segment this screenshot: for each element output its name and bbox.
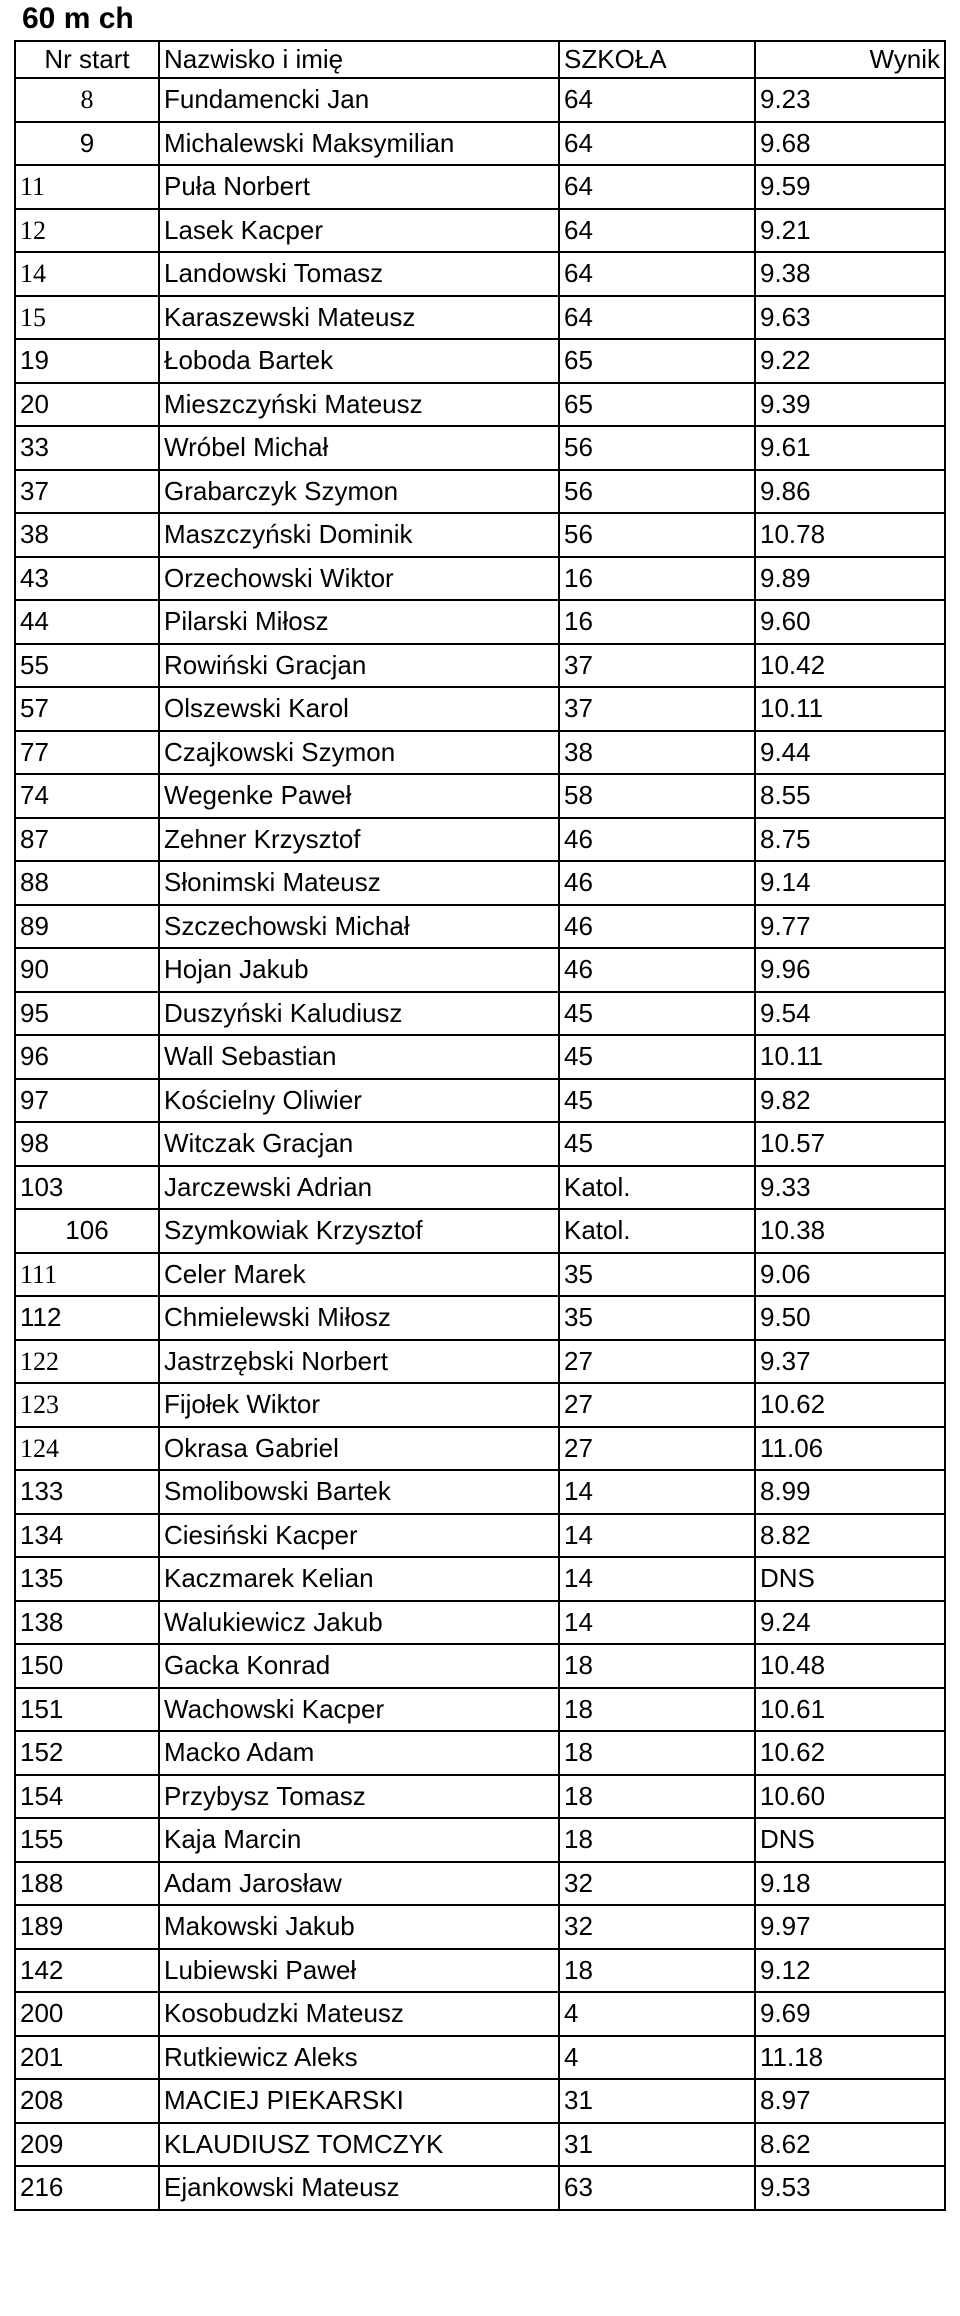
name-cell: Michalewski Maksymilian [159, 122, 559, 166]
result-cell: 9.59 [755, 165, 945, 209]
nr-cell: 188 [15, 1862, 159, 1906]
nr-cell: 19 [15, 339, 159, 383]
school-cell: 31 [559, 2079, 755, 2123]
result-cell: 9.37 [755, 1340, 945, 1384]
name-cell: Okrasa Gabriel [159, 1427, 559, 1471]
table-row [15, 2166, 945, 2210]
school-cell: 45 [559, 1035, 755, 1079]
nr-cell: 134 [15, 1514, 159, 1558]
name-cell: Hojan Jakub [159, 948, 559, 992]
table-row [15, 992, 945, 1036]
school-cell: 14 [559, 1557, 755, 1601]
nr-cell: 138 [15, 1601, 159, 1645]
school-cell: 35 [559, 1296, 755, 1340]
table-row [15, 600, 945, 644]
result-cell: 10.78 [755, 513, 945, 557]
school-cell: 63 [559, 2166, 755, 2210]
school-cell: 27 [559, 1340, 755, 1384]
table-row [15, 513, 945, 557]
nr-cell: 43 [15, 557, 159, 601]
name-cell: Puła Norbert [159, 165, 559, 209]
page-title: 60 m ch [22, 2, 134, 35]
name-cell: Karaszewski Mateusz [159, 296, 559, 340]
result-cell: 10.61 [755, 1688, 945, 1732]
name-cell: Rutkiewicz Aleks [159, 2036, 559, 2080]
school-cell: Katol. [559, 1166, 755, 1210]
name-cell: Lasek Kacper [159, 209, 559, 253]
table-row [15, 383, 945, 427]
nr-cell: 11 [15, 165, 159, 209]
table-row [15, 165, 945, 209]
result-cell: 9.23 [755, 78, 945, 122]
table-row [15, 78, 945, 122]
nr-cell: 77 [15, 731, 159, 775]
nr-cell: 155 [15, 1818, 159, 1862]
header-result: Wynik [755, 41, 945, 78]
school-cell: 32 [559, 1905, 755, 1949]
table-row [15, 1253, 945, 1297]
school-cell: 64 [559, 78, 755, 122]
name-cell: Ciesiński Kacper [159, 1514, 559, 1558]
result-cell: 10.38 [755, 1209, 945, 1253]
school-cell: 31 [559, 2123, 755, 2167]
school-cell: 46 [559, 818, 755, 862]
school-cell: 65 [559, 339, 755, 383]
name-cell: Zehner Krzysztof [159, 818, 559, 862]
nr-cell: 57 [15, 687, 159, 731]
nr-cell: 133 [15, 1470, 159, 1514]
name-cell: Jarczewski Adrian [159, 1166, 559, 1210]
name-cell: Wachowski Kacper [159, 1688, 559, 1732]
name-cell: Kosobudzki Mateusz [159, 1992, 559, 2036]
name-cell: KLAUDIUSZ TOMCZYK [159, 2123, 559, 2167]
nr-cell: 15 [15, 296, 159, 340]
nr-cell: 208 [15, 2079, 159, 2123]
nr-cell: 124 [15, 1427, 159, 1471]
result-cell: 8.55 [755, 774, 945, 818]
header-nr: Nr start [15, 41, 159, 78]
table-row [15, 1688, 945, 1732]
nr-cell: 103 [15, 1166, 159, 1210]
table-row [15, 1644, 945, 1688]
name-cell: Wróbel Michał [159, 426, 559, 470]
school-cell: 18 [559, 1775, 755, 1819]
name-cell: Łoboda Bartek [159, 339, 559, 383]
table-row [15, 774, 945, 818]
name-cell: Orzechowski Wiktor [159, 557, 559, 601]
school-cell: 14 [559, 1514, 755, 1558]
result-cell: 9.77 [755, 905, 945, 949]
result-cell: 10.60 [755, 1775, 945, 1819]
table-row [15, 2079, 945, 2123]
school-cell: 64 [559, 296, 755, 340]
nr-cell: 8 [15, 78, 159, 122]
name-cell: Adam Jarosław [159, 1862, 559, 1906]
table-row [15, 1470, 945, 1514]
result-cell: 9.14 [755, 861, 945, 905]
table-row [15, 2036, 945, 2080]
table-row [15, 644, 945, 688]
table-row [15, 1122, 945, 1166]
name-cell: Kaja Marcin [159, 1818, 559, 1862]
result-cell: 8.62 [755, 2123, 945, 2167]
table-row [15, 209, 945, 253]
school-cell: 58 [559, 774, 755, 818]
table-row [15, 905, 945, 949]
school-cell: 64 [559, 209, 755, 253]
nr-cell: 216 [15, 2166, 159, 2210]
result-cell: 11.18 [755, 2036, 945, 2080]
name-cell: Walukiewicz Jakub [159, 1601, 559, 1645]
table-row [15, 948, 945, 992]
table-row [15, 1992, 945, 2036]
school-cell: 45 [559, 1079, 755, 1123]
result-cell: 9.50 [755, 1296, 945, 1340]
table-row [15, 818, 945, 862]
results-table [14, 40, 946, 2211]
name-cell: Kaczmarek Kelian [159, 1557, 559, 1601]
name-cell: Rowiński Gracjan [159, 644, 559, 688]
table-row [15, 1731, 945, 1775]
name-cell: Grabarczyk Szymon [159, 470, 559, 514]
school-cell: 56 [559, 470, 755, 514]
name-cell: Szczechowski Michał [159, 905, 559, 949]
school-cell: 37 [559, 644, 755, 688]
name-cell: Celer Marek [159, 1253, 559, 1297]
nr-cell: 33 [15, 426, 159, 470]
result-cell: DNS [755, 1818, 945, 1862]
school-cell: 38 [559, 731, 755, 775]
name-cell: Wegenke Paweł [159, 774, 559, 818]
school-cell: 65 [559, 383, 755, 427]
nr-cell: 209 [15, 2123, 159, 2167]
school-cell: 35 [559, 1253, 755, 1297]
nr-cell: 12 [15, 209, 159, 253]
nr-cell: 38 [15, 513, 159, 557]
school-cell: 16 [559, 600, 755, 644]
school-cell: 45 [559, 1122, 755, 1166]
table-row [15, 1949, 945, 1993]
result-cell: DNS [755, 1557, 945, 1601]
nr-cell: 150 [15, 1644, 159, 1688]
result-cell: 9.60 [755, 600, 945, 644]
school-cell: 64 [559, 252, 755, 296]
name-cell: Szymkowiak Krzysztof [159, 1209, 559, 1253]
nr-cell: 74 [15, 774, 159, 818]
table-row [15, 1166, 945, 1210]
table-row [15, 1296, 945, 1340]
school-cell: 14 [559, 1470, 755, 1514]
nr-cell: 106 [15, 1209, 159, 1253]
name-cell: Makowski Jakub [159, 1905, 559, 1949]
header-name: Nazwisko i imię [159, 41, 559, 78]
school-cell: 18 [559, 1949, 755, 1993]
school-cell: 16 [559, 557, 755, 601]
school-cell: Katol. [559, 1209, 755, 1253]
nr-cell: 154 [15, 1775, 159, 1819]
nr-cell: 89 [15, 905, 159, 949]
name-cell: Landowski Tomasz [159, 252, 559, 296]
result-cell: 9.33 [755, 1166, 945, 1210]
table-row [15, 1383, 945, 1427]
school-cell: 18 [559, 1688, 755, 1732]
result-cell: 9.38 [755, 252, 945, 296]
nr-cell: 55 [15, 644, 159, 688]
table-row [15, 339, 945, 383]
table-row [15, 861, 945, 905]
result-cell: 10.42 [755, 644, 945, 688]
nr-cell: 122 [15, 1340, 159, 1384]
result-cell: 11.06 [755, 1427, 945, 1471]
name-cell: Witczak Gracjan [159, 1122, 559, 1166]
result-cell: 9.86 [755, 470, 945, 514]
nr-cell: 95 [15, 992, 159, 1036]
name-cell: Kościelny Oliwier [159, 1079, 559, 1123]
school-cell: 45 [559, 992, 755, 1036]
name-cell: Wall Sebastian [159, 1035, 559, 1079]
table-row [15, 1601, 945, 1645]
nr-cell: 151 [15, 1688, 159, 1732]
result-cell: 8.75 [755, 818, 945, 862]
result-cell: 9.12 [755, 1949, 945, 1993]
table-row [15, 2123, 945, 2167]
result-cell: 10.48 [755, 1644, 945, 1688]
result-cell: 9.39 [755, 383, 945, 427]
school-cell: 4 [559, 1992, 755, 2036]
header-row [15, 41, 945, 78]
school-cell: 46 [559, 948, 755, 992]
nr-cell: 97 [15, 1079, 159, 1123]
result-cell: 9.63 [755, 296, 945, 340]
name-cell: Słonimski Mateusz [159, 861, 559, 905]
nr-cell: 37 [15, 470, 159, 514]
table-row [15, 1427, 945, 1471]
nr-cell: 87 [15, 818, 159, 862]
result-cell: 9.61 [755, 426, 945, 470]
table-row [15, 1818, 945, 1862]
name-cell: Fijołek Wiktor [159, 1383, 559, 1427]
nr-cell: 14 [15, 252, 159, 296]
nr-cell: 189 [15, 1905, 159, 1949]
table-row [15, 1514, 945, 1558]
table-row [15, 1209, 945, 1253]
table-row [15, 122, 945, 166]
nr-cell: 152 [15, 1731, 159, 1775]
nr-cell: 96 [15, 1035, 159, 1079]
result-cell: 9.24 [755, 1601, 945, 1645]
school-cell: 56 [559, 513, 755, 557]
table-row [15, 687, 945, 731]
nr-cell: 44 [15, 600, 159, 644]
name-cell: Lubiewski Paweł [159, 1949, 559, 1993]
name-cell: Maszczyński Dominik [159, 513, 559, 557]
table-row [15, 731, 945, 775]
name-cell: Ejankowski Mateusz [159, 2166, 559, 2210]
result-cell: 9.96 [755, 948, 945, 992]
school-cell: 18 [559, 1818, 755, 1862]
nr-cell: 200 [15, 1992, 159, 2036]
result-cell: 9.18 [755, 1862, 945, 1906]
result-cell: 8.99 [755, 1470, 945, 1514]
table-row [15, 1862, 945, 1906]
name-cell: Chmielewski Miłosz [159, 1296, 559, 1340]
result-cell: 9.54 [755, 992, 945, 1036]
table-row [15, 1035, 945, 1079]
school-cell: 46 [559, 861, 755, 905]
result-cell: 9.06 [755, 1253, 945, 1297]
table-row [15, 557, 945, 601]
name-cell: Przybysz Tomasz [159, 1775, 559, 1819]
table-row [15, 470, 945, 514]
school-cell: 46 [559, 905, 755, 949]
school-cell: 18 [559, 1644, 755, 1688]
table-row [15, 1557, 945, 1601]
result-cell: 9.97 [755, 1905, 945, 1949]
result-cell: 9.21 [755, 209, 945, 253]
school-cell: 37 [559, 687, 755, 731]
result-cell: 9.69 [755, 1992, 945, 2036]
table-row [15, 426, 945, 470]
name-cell: Fundamencki Jan [159, 78, 559, 122]
table-row [15, 1775, 945, 1819]
nr-cell: 9 [15, 122, 159, 166]
result-cell: 9.68 [755, 122, 945, 166]
school-cell: 32 [559, 1862, 755, 1906]
nr-cell: 112 [15, 1296, 159, 1340]
nr-cell: 20 [15, 383, 159, 427]
header-school: SZKOŁA [559, 41, 755, 78]
result-cell: 9.22 [755, 339, 945, 383]
result-cell: 9.89 [755, 557, 945, 601]
nr-cell: 90 [15, 948, 159, 992]
nr-cell: 142 [15, 1949, 159, 1993]
nr-cell: 123 [15, 1383, 159, 1427]
result-cell: 10.57 [755, 1122, 945, 1166]
name-cell: Gacka Konrad [159, 1644, 559, 1688]
school-cell: 18 [559, 1731, 755, 1775]
table-row [15, 1905, 945, 1949]
school-cell: 64 [559, 122, 755, 166]
result-cell: 8.97 [755, 2079, 945, 2123]
nr-cell: 88 [15, 861, 159, 905]
result-cell: 10.62 [755, 1383, 945, 1427]
name-cell: Macko Adam [159, 1731, 559, 1775]
school-cell: 4 [559, 2036, 755, 2080]
school-cell: 56 [559, 426, 755, 470]
name-cell: Mieszczyński Mateusz [159, 383, 559, 427]
school-cell: 14 [559, 1601, 755, 1645]
result-cell: 8.82 [755, 1514, 945, 1558]
nr-cell: 111 [15, 1253, 159, 1297]
name-cell: Olszewski Karol [159, 687, 559, 731]
nr-cell: 201 [15, 2036, 159, 2080]
result-cell: 9.44 [755, 731, 945, 775]
result-cell: 10.11 [755, 1035, 945, 1079]
school-cell: 27 [559, 1427, 755, 1471]
table-row [15, 1340, 945, 1384]
result-cell: 10.11 [755, 687, 945, 731]
table-row [15, 252, 945, 296]
nr-cell: 135 [15, 1557, 159, 1601]
table-row [15, 1079, 945, 1123]
table-row [15, 296, 945, 340]
school-cell: 27 [559, 1383, 755, 1427]
result-cell: 9.82 [755, 1079, 945, 1123]
name-cell: Smolibowski Bartek [159, 1470, 559, 1514]
name-cell: MACIEJ PIEKARSKI [159, 2079, 559, 2123]
name-cell: Czajkowski Szymon [159, 731, 559, 775]
name-cell: Pilarski Miłosz [159, 600, 559, 644]
name-cell: Jastrzębski Norbert [159, 1340, 559, 1384]
nr-cell: 98 [15, 1122, 159, 1166]
school-cell: 64 [559, 165, 755, 209]
name-cell: Duszyński Kaludiusz [159, 992, 559, 1036]
result-cell: 9.53 [755, 2166, 945, 2210]
result-cell: 10.62 [755, 1731, 945, 1775]
